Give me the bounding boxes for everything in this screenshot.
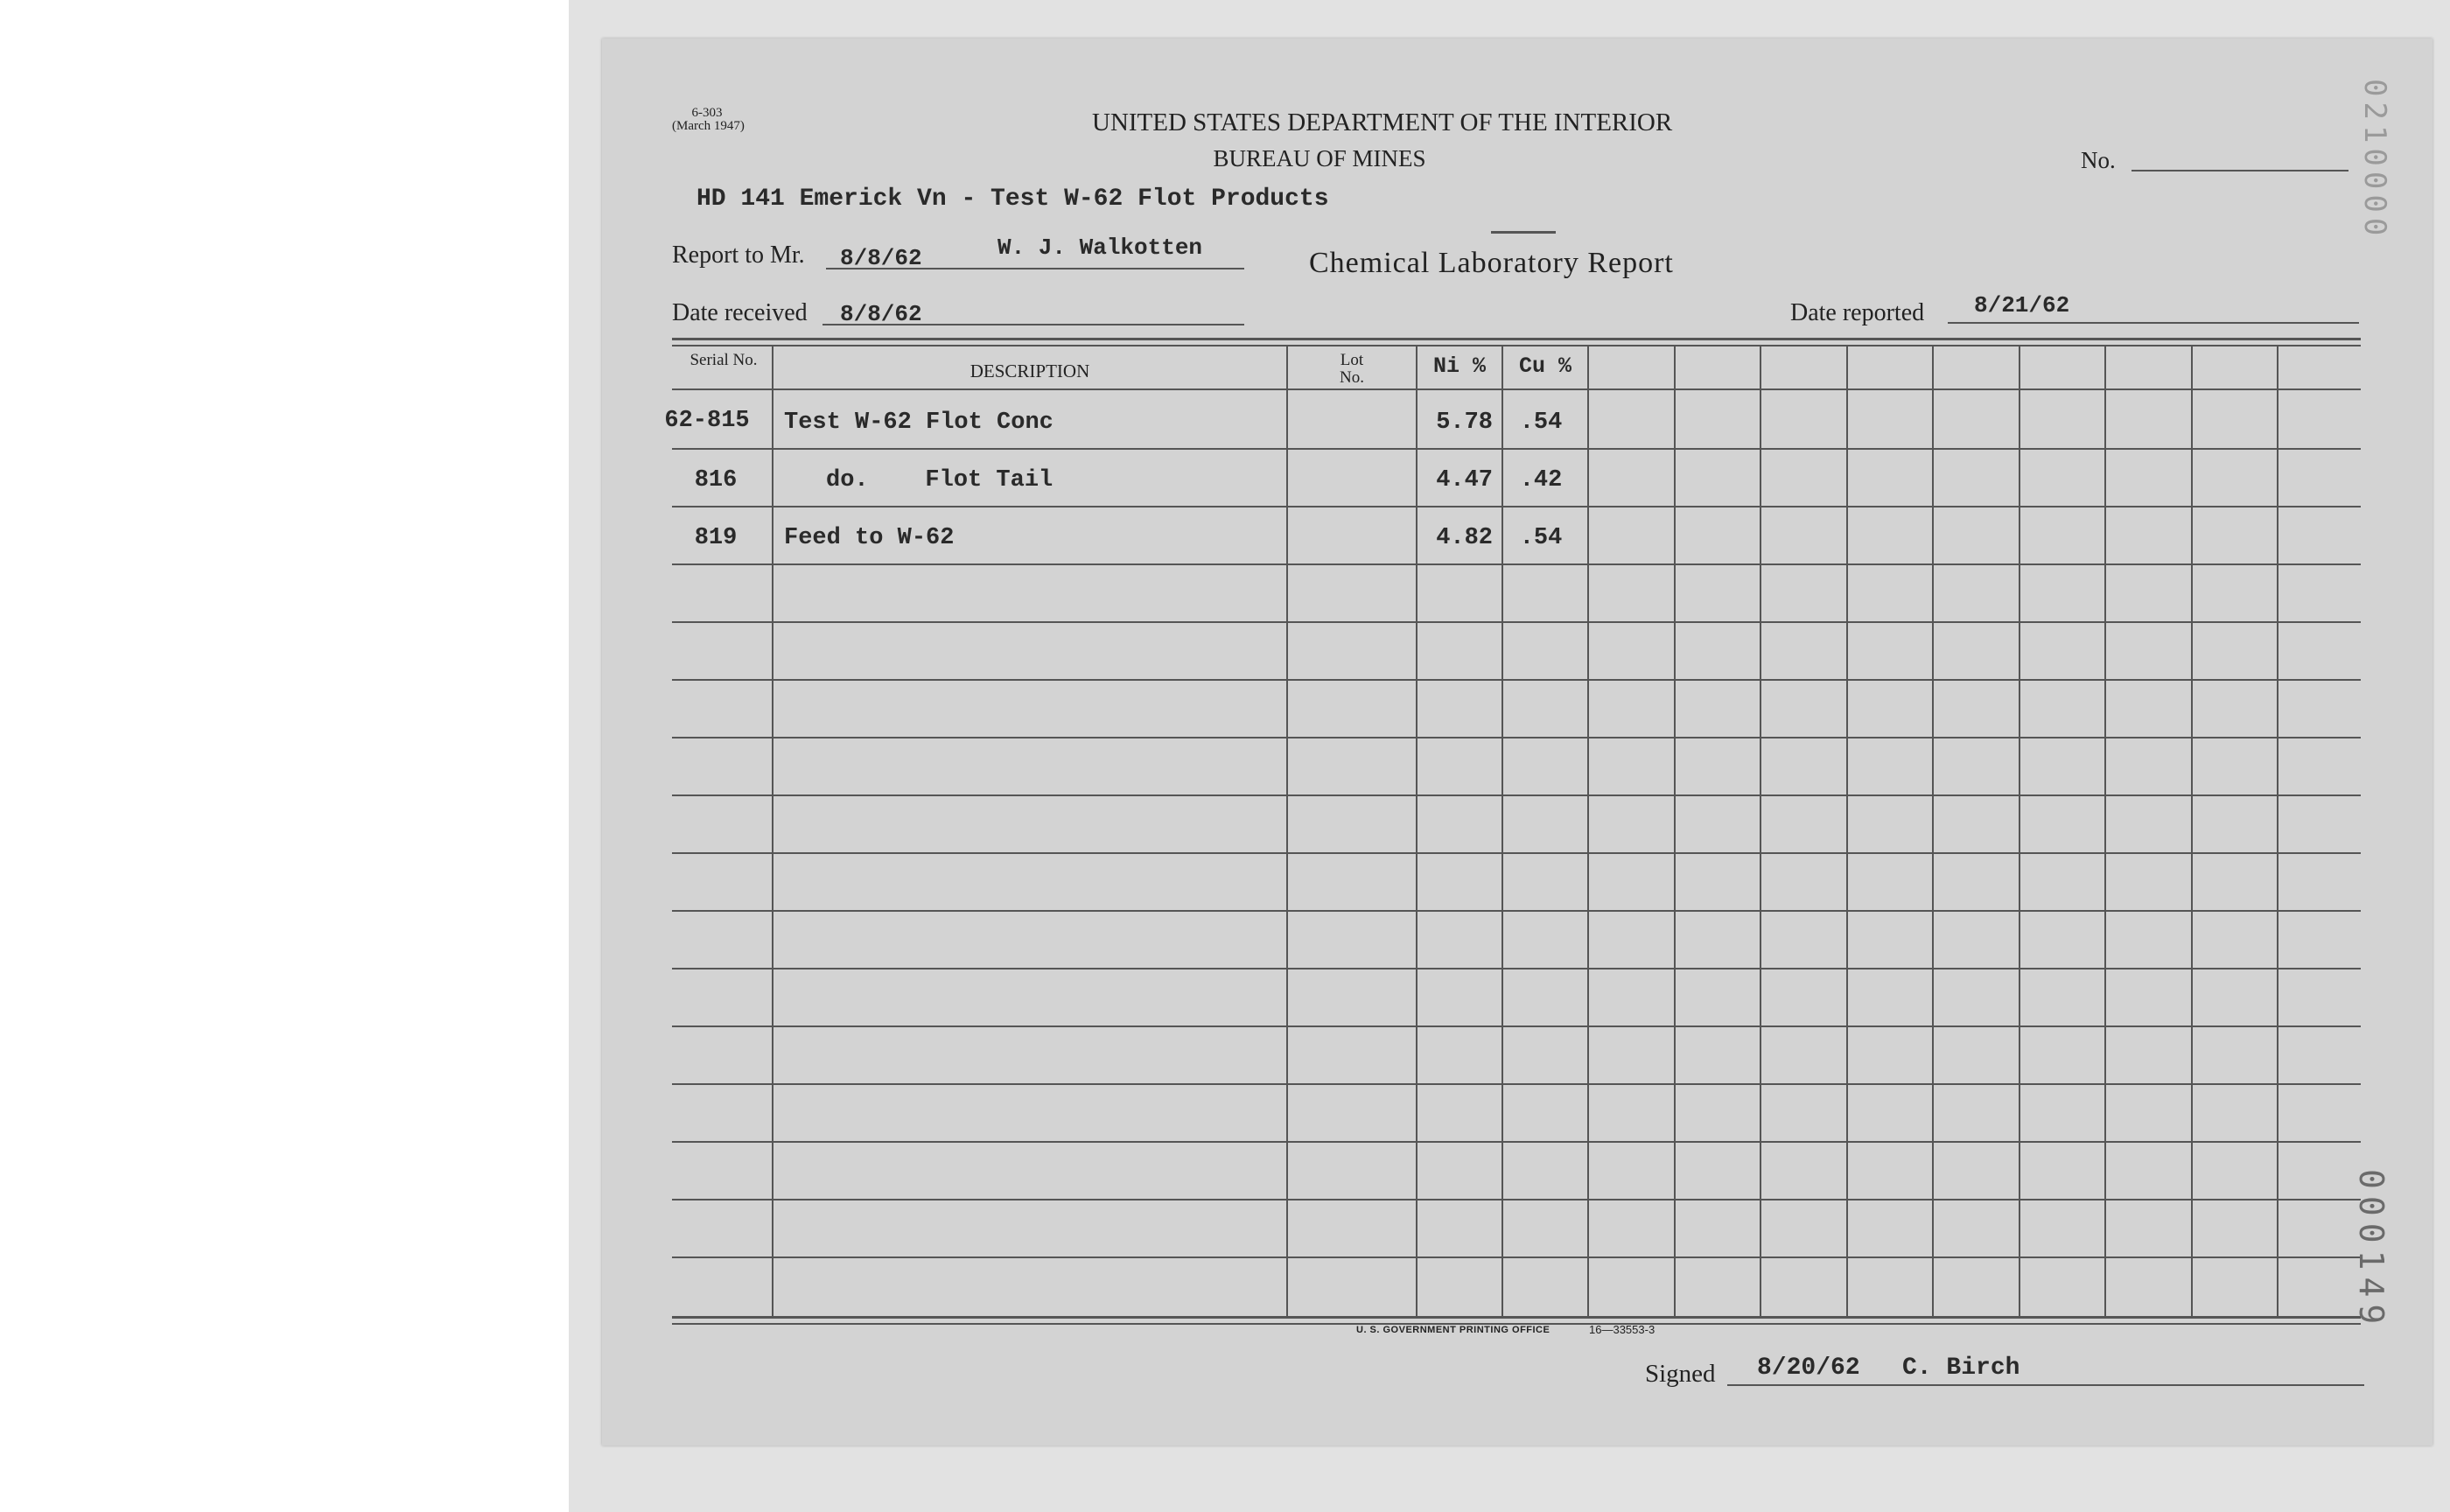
form-edition: (March 1947) <box>672 119 745 133</box>
row-1-description: Test W-62 Flot Conc <box>784 410 1054 436</box>
lab-report-form <box>602 38 2432 1446</box>
report-to-name: W. J. Walkotten <box>998 234 1203 261</box>
row-1-ni: 5.78 <box>1436 410 1493 436</box>
table-top-rule-2 <box>672 345 2361 346</box>
col-divider <box>1932 346 1934 1316</box>
row-2-description: do. Flot Tail <box>826 467 1054 494</box>
table-header-rule <box>672 388 2361 390</box>
col-divider <box>1286 346 1288 1316</box>
form-number-block <box>672 106 745 133</box>
printer-line: U. S. GOVERNMENT PRINTING OFFICE <box>1356 1325 1550 1335</box>
header-description: DESCRIPTION <box>970 360 1090 382</box>
report-to-label: Report to Mr. <box>672 242 805 269</box>
form-number: 6-303 <box>691 106 723 120</box>
row-rule <box>672 1083 2361 1085</box>
row-rule <box>672 564 2361 565</box>
col-divider <box>1760 346 1761 1316</box>
row-1-serial: 62-815 <box>664 408 750 434</box>
date-received-value: 8/8/62 <box>840 301 922 327</box>
signed-label: Signed <box>1645 1360 1716 1388</box>
col-divider <box>1587 346 1589 1316</box>
row-rule <box>672 737 2361 738</box>
signature-line <box>1727 1384 2364 1386</box>
header-ni-percent: Ni % <box>1432 354 1486 379</box>
table-top-rule <box>672 338 2361 340</box>
row-rule <box>672 506 2361 508</box>
row-rule <box>672 621 2361 623</box>
no-label: No. <box>2081 147 2116 173</box>
signed-name: C. Birch <box>1902 1354 2020 1382</box>
date-reported-line <box>1948 322 2359 324</box>
archive-stamp-bottom: 000149 <box>2352 1169 2390 1332</box>
row-rule <box>672 1199 2361 1200</box>
report-subject: HD 141 Emerick Vn - Test W-62 Flot Products <box>696 186 1329 213</box>
date-reported-label: Date reported <box>1790 299 1925 326</box>
header-cu-percent: Cu % <box>1518 354 1572 379</box>
row-rule <box>672 910 2361 912</box>
print-code: 16—33553-3 <box>1589 1323 1656 1336</box>
row-3-cu: .54 <box>1519 525 1563 551</box>
row-3-serial: 819 <box>694 525 738 551</box>
report-title: Chemical Laboratory Report <box>1309 247 1674 279</box>
bureau-heading: BUREAU OF MINES <box>1213 145 1426 172</box>
col-divider <box>2277 346 2278 1316</box>
no-field-line <box>2132 170 2348 172</box>
col-divider <box>2104 346 2106 1316</box>
row-rule <box>672 448 2361 450</box>
row-2-serial: 816 <box>694 467 738 494</box>
col-divider <box>2191 346 2193 1316</box>
date-received-label: Date received <box>672 299 808 326</box>
row-rule <box>672 794 2361 796</box>
table-bottom-rule <box>672 1316 2361 1319</box>
col-divider <box>2019 346 2020 1316</box>
title-rule <box>1491 231 1556 234</box>
row-rule <box>672 1256 2361 1258</box>
row-rule <box>672 1026 2361 1027</box>
row-2-cu: .42 <box>1519 467 1563 494</box>
row-rule <box>672 852 2361 854</box>
signed-date: 8/20/62 <box>1757 1354 1860 1382</box>
archive-stamp-top: 0210000 <box>2357 79 2392 242</box>
department-heading: UNITED STATES DEPARTMENT OF THE INTERIOR <box>1092 108 1673 136</box>
date-reported-value: 8/21/62 <box>1974 292 2070 318</box>
header-serial-no: Serial No. <box>690 351 758 369</box>
col-divider <box>1674 346 1676 1316</box>
col-divider <box>772 346 774 1316</box>
header-lot-no: Lot No. <box>1340 351 1364 387</box>
row-3-description: Feed to W-62 <box>784 525 955 551</box>
row-2-ni: 4.47 <box>1436 467 1493 494</box>
row-rule <box>672 1141 2361 1143</box>
row-rule <box>672 679 2361 681</box>
row-rule <box>672 968 2361 970</box>
col-divider <box>1846 346 1848 1316</box>
row-1-cu: .54 <box>1519 410 1563 436</box>
row-3-ni: 4.82 <box>1436 525 1493 551</box>
report-to-date: 8/8/62 <box>840 245 922 271</box>
